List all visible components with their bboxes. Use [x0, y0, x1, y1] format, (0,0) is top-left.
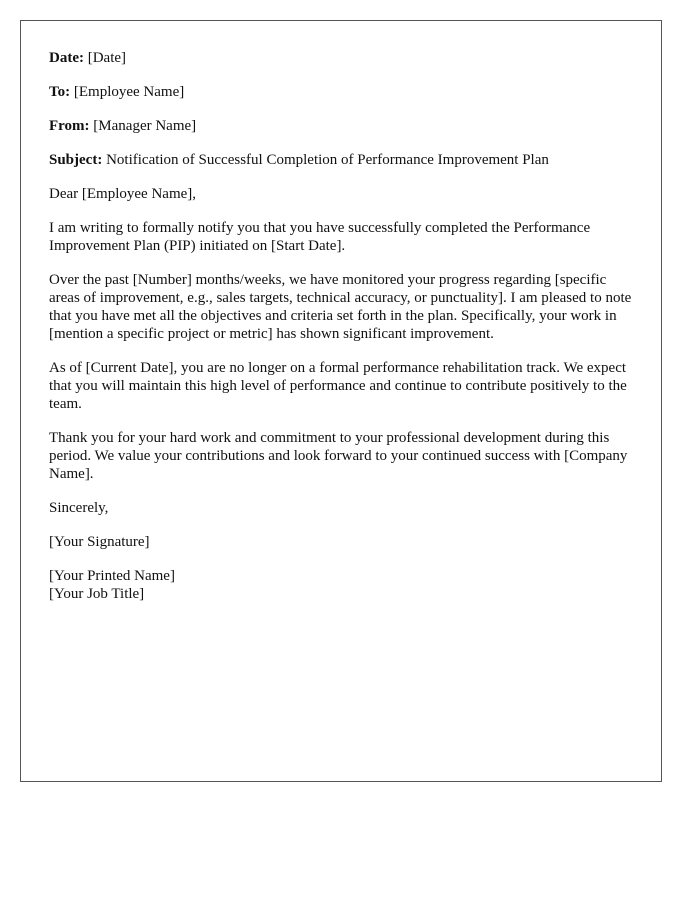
letter-document	[20, 20, 662, 782]
subject-value: Notification of Successful Completion of Performance Improvement Plan	[106, 152, 549, 168]
printed-name: [Your Printed Name]	[49, 568, 175, 584]
from-value: [Manager Name]	[93, 118, 197, 134]
date-line	[49, 49, 633, 67]
to-line	[49, 83, 633, 101]
salutation: Dear [Employee Name],	[49, 186, 197, 202]
subject-label: Subject:	[49, 152, 103, 168]
to-label: To:	[49, 84, 71, 100]
from-label: From:	[49, 118, 90, 134]
signer-block	[49, 567, 633, 603]
to-value: [Employee Name]	[73, 84, 185, 100]
job-title: [Your Job Title]	[49, 586, 145, 602]
valediction: Sincerely,	[49, 500, 109, 516]
date-value: [Date]	[87, 50, 127, 66]
body-paragraph: I am writing to formally notify you that you have successfully completed the Performance Improvement Plan (PIP) initiated on [Start Date].	[49, 220, 591, 254]
body-paragraph: As of [Current Date], you are no longer on a formal performance rehabilitation track. We expect that you will maintain this high level of performance and continue to contribute positively to the team.	[49, 360, 627, 412]
subject-line	[49, 151, 633, 169]
body-paragraph: Over the past [Number] months/weeks, we have monitored your progress regarding [specific areas of improvement, e.g., sales targets, technical accuracy, or punctuality]. I am pleased to note that you have met all the objectives and criteria set forth in the plan. Specifically, your work in [mention a specific project or metric] has shown significant improvement.	[49, 272, 632, 342]
from-line	[49, 117, 633, 135]
date-label: Date:	[49, 50, 84, 66]
signature: [Your Signature]	[49, 534, 150, 550]
body-paragraph: Thank you for your hard work and commitment to your professional development during this period. We value your contributions and look forward to your continued success with [Company Name].	[49, 430, 628, 482]
